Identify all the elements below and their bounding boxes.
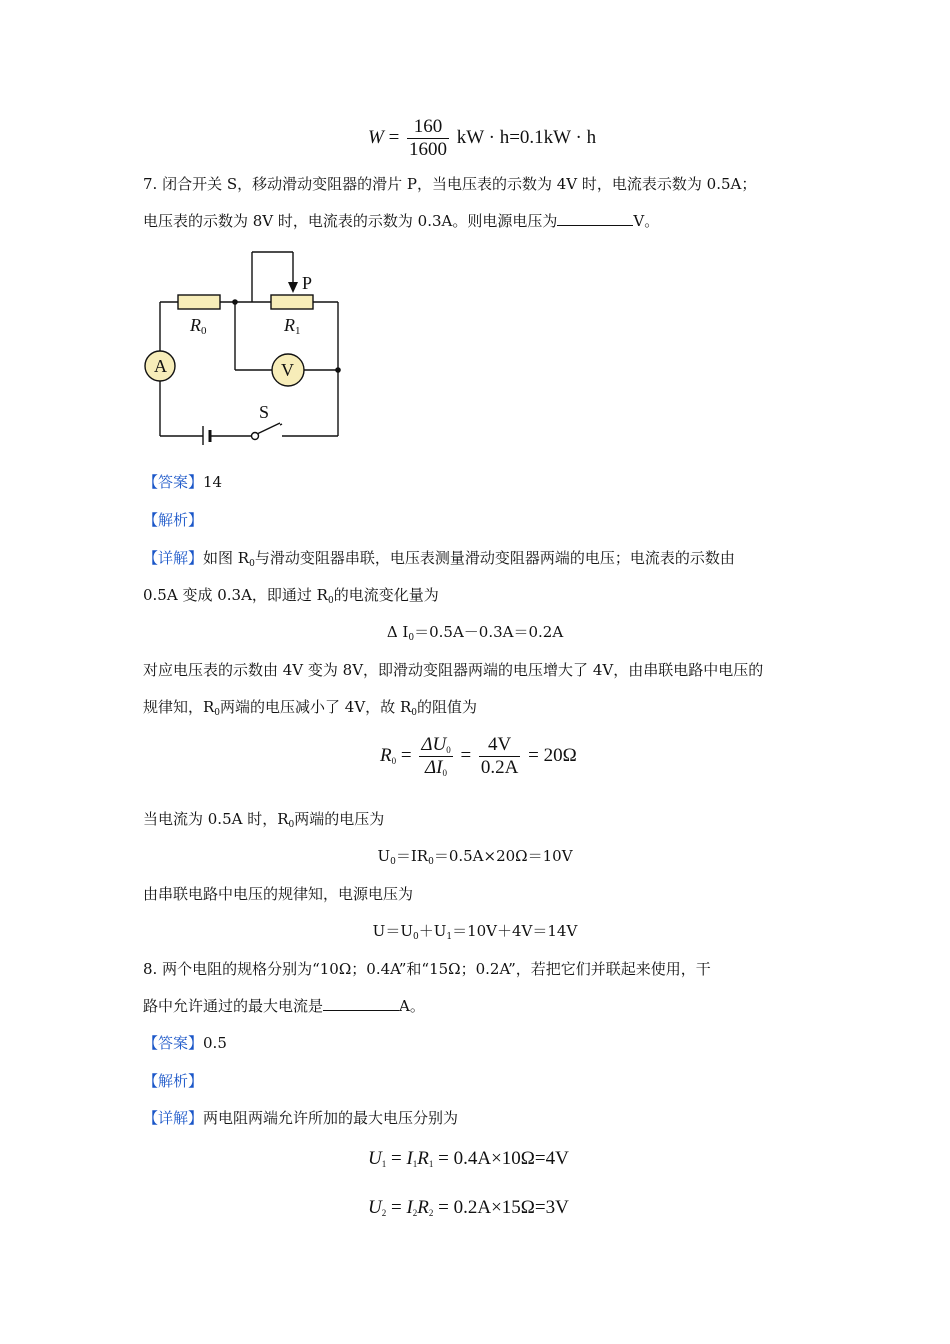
u1-sub2: 1 bbox=[412, 1159, 418, 1169]
u2-sub3: 2 bbox=[428, 1208, 434, 1218]
r0-eq-d1-text: ΔI bbox=[425, 757, 443, 778]
u1-d: R bbox=[417, 1148, 429, 1169]
a7-equation-u bbox=[0, 921, 950, 941]
a7-detail-line5 bbox=[143, 809, 384, 829]
u1-a: U bbox=[368, 1148, 382, 1169]
u2-d: R bbox=[417, 1197, 429, 1218]
q7-line2-unit: V。 bbox=[633, 212, 660, 230]
eq-w-equals: = bbox=[388, 126, 400, 148]
r0-eq-d1-sub: 0 bbox=[442, 768, 447, 778]
a7-e3-a: U＝U bbox=[372, 922, 413, 940]
a7-answer-value: 14 bbox=[203, 473, 223, 491]
u2-e: = 0.2A×15Ω=3V bbox=[433, 1197, 569, 1218]
q7-line2-text: 电压表的示数为 8V 时，电流表的示数为 0.3A。则电源电压为 bbox=[143, 212, 558, 230]
a7-d5-b: 两端的电压为 bbox=[294, 810, 385, 828]
a7-d4-b: 两端的电压减小了 4V，故 R bbox=[220, 698, 412, 716]
u2-sub2: 2 bbox=[412, 1208, 418, 1218]
a7-e3-sub: 0 bbox=[412, 932, 419, 942]
a7-detail-line1 bbox=[143, 548, 735, 568]
a7-d1-b: 与滑动变阻器串联，电压表测量滑动变阻器两端的电压；电流表的示数由 bbox=[254, 549, 735, 567]
r0-eq-frac-1 bbox=[419, 734, 452, 779]
q7-line2 bbox=[143, 211, 659, 231]
label-r0: R0 bbox=[190, 315, 207, 337]
r0-eq-equals-1: = bbox=[400, 744, 412, 766]
a7-e1-a: Δ I bbox=[386, 623, 409, 641]
a7-detail-tag: 【详解】 bbox=[143, 549, 204, 567]
r0-eq-frac-2 bbox=[479, 734, 520, 779]
a7-d2-a: 0.5A 变成 0.3A，即通过 R bbox=[143, 586, 328, 604]
eq-w-unit: kW · h=0.1kW · h bbox=[456, 126, 597, 148]
a7-detail-line2 bbox=[143, 585, 439, 605]
r0-eq-lhs: R bbox=[380, 744, 392, 766]
a7-e1-sub: 0 bbox=[408, 633, 415, 643]
junction-dot-top bbox=[232, 299, 238, 305]
a8-detail bbox=[143, 1108, 458, 1128]
u1-e: = 0.4A×10Ω=4V bbox=[433, 1148, 569, 1169]
u1-c: I bbox=[406, 1148, 413, 1169]
u1-b: = bbox=[386, 1148, 407, 1169]
a7-d5-a: 当电流为 0.5A 时，R bbox=[143, 810, 289, 828]
a7-e2-b: ＝IR bbox=[395, 847, 429, 865]
label-v: V bbox=[281, 360, 294, 380]
r0-eq-n1 bbox=[419, 734, 452, 757]
u2-b: = bbox=[386, 1197, 407, 1218]
a7-e3-b: ＋U bbox=[418, 922, 447, 940]
label-p: P bbox=[302, 273, 313, 293]
equation-energy bbox=[368, 116, 596, 161]
u1-sub3: 1 bbox=[428, 1159, 434, 1169]
a7-d2-sub: 0 bbox=[327, 596, 334, 606]
u2-sub: 2 bbox=[381, 1208, 387, 1218]
battery-icon bbox=[203, 426, 210, 445]
a8-analysis-tag: 【解析】 bbox=[143, 1072, 204, 1090]
slider-arrow-icon bbox=[288, 282, 298, 293]
a8-detail-text: 两电阻两端允许所加的最大电压分别为 bbox=[203, 1109, 459, 1127]
a7-d4-sub: 0 bbox=[214, 708, 221, 718]
a7-d5-sub: 0 bbox=[288, 820, 295, 830]
a8-answer-tag: 【答案】 bbox=[143, 1034, 204, 1052]
r0-eq-result: = 20Ω bbox=[528, 744, 577, 766]
circuit-diagram bbox=[140, 245, 370, 445]
label-s: S bbox=[259, 402, 270, 422]
r0-eq-n1-sub: 0 bbox=[446, 745, 451, 755]
a7-analysis-tag: 【解析】 bbox=[143, 511, 204, 529]
a7-e3-sub2: 1 bbox=[446, 932, 453, 942]
a7-e1-b: ＝0.5A－0.3A＝0.2A bbox=[414, 623, 564, 641]
a7-detail-line3: 对应电压表的示数由 4V 变为 8V，即滑动变阻器两端的电压增大了 4V，由串联电路中电压的 bbox=[143, 661, 764, 679]
equation-u2 bbox=[368, 1197, 569, 1219]
r0-eq-n2: 4V bbox=[479, 734, 520, 757]
a7-e3-c: ＝10V＋4V＝14V bbox=[452, 922, 578, 940]
a7-answer-tag: 【答案】 bbox=[143, 473, 204, 491]
eq-w-fraction bbox=[407, 116, 449, 161]
a7-d4-c: 的阻值为 bbox=[416, 698, 477, 716]
a7-detail-line4 bbox=[143, 697, 477, 717]
a7-d1-sub: 0 bbox=[249, 559, 255, 569]
label-r1: R1 bbox=[284, 315, 301, 337]
q8-answer-blank bbox=[323, 996, 399, 1011]
a8-answer bbox=[143, 1033, 227, 1053]
u1-sub: 1 bbox=[381, 1159, 387, 1169]
label-a: A bbox=[154, 356, 167, 376]
junction-dot-right bbox=[335, 367, 341, 373]
q8-line2-text: 路中允许通过的最大电流是 bbox=[143, 997, 324, 1015]
u2-c: I bbox=[406, 1197, 413, 1218]
a7-e2-a: U bbox=[377, 847, 391, 865]
a7-d1-a: 如图 R bbox=[203, 549, 250, 567]
r0-eq-n1-text: ΔU bbox=[421, 734, 447, 755]
a8-detail-tag: 【详解】 bbox=[143, 1109, 204, 1127]
eq-w-numerator: 160 bbox=[407, 116, 449, 139]
a7-e2-sub2: 0 bbox=[428, 857, 434, 867]
a7-d4-a: 规律知，R bbox=[143, 698, 215, 716]
r0-eq-d2: 0.2A bbox=[480, 757, 519, 778]
a7-answer bbox=[143, 472, 222, 492]
a7-detail-line6: 由串联电路中电压的规律知，电源电压为 bbox=[143, 885, 414, 903]
r0-eq-lhs-sub: 0 bbox=[391, 755, 397, 766]
a7-e2-sub: 0 bbox=[390, 857, 396, 867]
a8-answer-value: 0.5 bbox=[203, 1034, 227, 1052]
rheostat-r1-icon bbox=[271, 295, 313, 309]
q7-line1: 7. 闭合开关 S，移动滑动变阻器的滑片 P，当电压表的示数为 4V 时，电流表示数为 0.5A； bbox=[143, 175, 757, 193]
r0-eq-equals-2: = bbox=[460, 744, 472, 766]
a7-equation-delta-i bbox=[0, 622, 950, 642]
q7-answer-blank bbox=[557, 211, 633, 226]
eq-w-denominator: 1600 bbox=[409, 139, 448, 160]
a7-d2-b: 的电流变化量为 bbox=[333, 586, 439, 604]
r0-eq-d1 bbox=[419, 757, 452, 779]
eq-w-lhs: W bbox=[368, 126, 384, 148]
a7-d4-sub2: 0 bbox=[411, 708, 417, 718]
equation-u1 bbox=[368, 1148, 569, 1170]
u2-a: U bbox=[368, 1197, 382, 1218]
q8-line2-unit: A。 bbox=[399, 997, 425, 1015]
a7-equation-u0 bbox=[0, 846, 950, 866]
resistor-r0-icon bbox=[178, 295, 220, 309]
switch-icon bbox=[252, 433, 259, 440]
equation-r0 bbox=[380, 734, 577, 779]
q8-line1: 8. 两个电阻的规格分别为“10Ω；0.4A”和“15Ω；0.2A”，若把它们并联起来使用，干 bbox=[143, 960, 711, 978]
a7-e2-c: ＝0.5A×20Ω＝10V bbox=[433, 847, 573, 865]
q8-line2 bbox=[143, 996, 425, 1016]
